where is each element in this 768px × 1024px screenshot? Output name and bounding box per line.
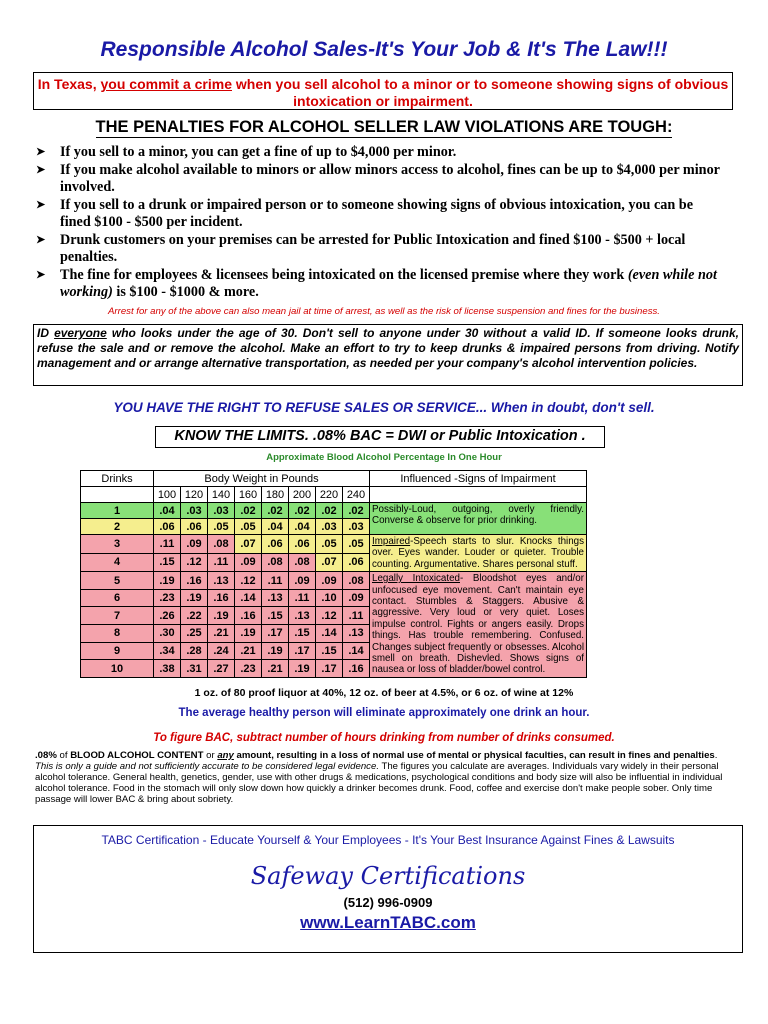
bac-table-title: Approximate Blood Alcohol Percentage In One Hour — [266, 452, 502, 463]
bac-cell: .17 — [289, 642, 316, 660]
phone-number[interactable]: (512) 996-0909 — [343, 895, 433, 910]
bac-cell: .19 — [289, 660, 316, 678]
bac-cell: .02 — [343, 503, 370, 519]
bac-cell: .06 — [181, 519, 208, 535]
drinks-cell: 4 — [81, 553, 154, 572]
penalty-item — [36, 267, 726, 302]
fine-print-part: .08% — [35, 750, 57, 761]
drinks-cell: 9 — [81, 642, 154, 660]
bac-cell: .03 — [316, 519, 343, 535]
weight-cell: 240 — [343, 487, 370, 503]
weight-cell: 120 — [181, 487, 208, 503]
table-row — [81, 572, 587, 590]
bac-cell: .02 — [262, 503, 289, 519]
drinks-cell: 2 — [81, 519, 154, 535]
figure-bac-note: To figure BAC, subtract number of hours drinking from number of drinks consumed. — [153, 732, 615, 744]
drinks-cell: 3 — [81, 535, 154, 554]
bac-cell: .13 — [208, 572, 235, 590]
weights-row-spacer — [81, 487, 154, 503]
bac-cell: .19 — [235, 625, 262, 643]
bac-cell: .21 — [262, 660, 289, 678]
bac-cell: .09 — [316, 572, 343, 590]
bac-cell: .07 — [316, 553, 343, 572]
bac-cell: .02 — [289, 503, 316, 519]
bac-cell: .13 — [289, 607, 316, 625]
bac-cell: .17 — [262, 625, 289, 643]
drinks-header: Drinks — [81, 471, 154, 487]
company-name: Safeway Certifications — [250, 862, 526, 890]
bac-cell: .04 — [262, 519, 289, 535]
know-limits-box: KNOW THE LIMITS. .08% BAC = DWI or Public Intoxication . — [155, 426, 605, 448]
fine-print-part: BLOOD ALCOHOL CONTENT — [70, 750, 204, 761]
bac-cell: .27 — [208, 660, 235, 678]
fine-print-part: This is only a guide and not sufficiently accurate to be considered legal evidence. — [35, 761, 379, 772]
bac-cell: .15 — [316, 642, 343, 660]
bac-cell: .16 — [208, 589, 235, 607]
weight-header: Body Weight in Pounds — [154, 471, 370, 487]
bac-cell: .04 — [289, 519, 316, 535]
weight-cell: 200 — [289, 487, 316, 503]
bac-cell: .09 — [289, 572, 316, 590]
bac-cell: .11 — [289, 589, 316, 607]
bac-cell: .10 — [316, 589, 343, 607]
crime-warning-box — [33, 72, 733, 110]
bac-cell: .08 — [343, 572, 370, 590]
weight-cell: 160 — [235, 487, 262, 503]
bac-cell: .14 — [343, 642, 370, 660]
drink-equivalence: 1 oz. of 80 proof liquor at 40%, 12 oz. of beer at 4.5%, or 6 oz. of wine at 12% — [194, 687, 574, 699]
bac-cell: .06 — [154, 519, 181, 535]
crime-text-underlined: you commit a crime — [100, 76, 232, 92]
bac-cell: .14 — [235, 589, 262, 607]
bac-cell: .21 — [208, 625, 235, 643]
bac-cell: .17 — [316, 660, 343, 678]
fine-print-part: The figures you calculate are averages. Individuals vary widely in their personal alcohol tolerance. General health, genetics, gender, use with other drugs & medications, psychological conditions and body size will also be influential in individual alcohol tolerance. Food in the stomach will only slow down how quickly a drinker becomes drunk. Food, coffee and exercise don't make people sober. Only time passage will lower BAC & bring about sobriety. — [35, 761, 723, 805]
bac-cell: .13 — [343, 625, 370, 643]
bac-cell: .02 — [235, 503, 262, 519]
influence-header: Influenced -Signs of Impairment — [370, 471, 587, 487]
bac-cell: .19 — [208, 607, 235, 625]
bac-cell: .25 — [181, 625, 208, 643]
penalty-text-pre: The fine for employees & licensees being intoxicated on the licensed premise where they work — [60, 266, 628, 283]
arrow-bullet-icon: ➤ — [36, 146, 46, 158]
penalty-text-post: is $100 - $1000 & more. — [112, 284, 259, 300]
elimination-note: The average healthy person will eliminate approximately one drink an hour. — [178, 707, 590, 719]
bac-cell: .24 — [208, 642, 235, 660]
bac-cell: .11 — [343, 607, 370, 625]
arrow-bullet-icon: ➤ — [36, 198, 46, 211]
weight-cell: 100 — [154, 487, 181, 503]
weight-cell: 220 — [316, 487, 343, 503]
legal-label: Legally Intoxicated — [372, 573, 460, 585]
bac-cell: .19 — [181, 589, 208, 607]
certification-box — [33, 825, 743, 953]
bac-cell: .13 — [262, 589, 289, 607]
bac-cell: .03 — [181, 503, 208, 519]
table-row — [81, 535, 587, 554]
bac-cell: .06 — [262, 535, 289, 554]
bac-cell: .06 — [343, 553, 370, 572]
bac-cell: .08 — [289, 553, 316, 572]
bac-cell: .09 — [343, 589, 370, 607]
bac-cell: .04 — [154, 503, 181, 519]
bac-cell: .15 — [154, 553, 181, 572]
fine-print-part: any — [217, 750, 234, 761]
bac-cell: .05 — [343, 535, 370, 554]
bac-cell: .31 — [181, 660, 208, 678]
bac-cell: .11 — [262, 572, 289, 590]
penalty-text: Drunk customers on your premises can be arrested for Public Intoxication and fined $100 - $500 + local penalties. — [60, 231, 686, 265]
fine-print-part: . — [714, 750, 718, 761]
refuse-right-line: YOU HAVE THE RIGHT TO REFUSE SALES OR SERVICE... When in doubt, don't sell. — [113, 400, 655, 415]
penalties-heading-text: THE PENALTIES FOR ALCOHOL SELLER LAW VIOLATIONS ARE TOUGH: — [95, 118, 673, 136]
bac-cell: .19 — [262, 642, 289, 660]
arrow-bullet-icon: ➤ — [36, 233, 46, 246]
table-row — [81, 503, 587, 519]
bac-cell: .11 — [154, 535, 181, 554]
fine-print — [35, 750, 735, 805]
bac-cell: .03 — [343, 519, 370, 535]
bac-cell: .12 — [235, 572, 262, 590]
bac-cell: .06 — [289, 535, 316, 554]
legal-text: - Bloodshot eyes and/or unfocused eye movement. Can't maintain eye contact. Stumbles & Staggers. Abusive & aggressive. Very loud or very quiet. Loses impulse control. Fights or angers easily. Drops things. Has trouble remembering. Confused. Changes subject frequently or obsesses. Alcohol smell on breath. Dishevled. Shows signs of nausea or loss of bladder/bowel control. — [372, 573, 584, 676]
weight-cell: 180 — [262, 487, 289, 503]
drinks-cell: 7 — [81, 607, 154, 625]
bac-cell: .23 — [235, 660, 262, 678]
bac-cell: .12 — [316, 607, 343, 625]
table-header-row — [81, 471, 587, 487]
id-text-post: who looks under the age of 30. Don't sell to anyone under 30 without a valid ID. If someone looks drunk, refuse the sale and or remove the alcohol. Make an effort to try to keep drunks & impaired persons from driving. Notify management and or arrange alternative transportation, as needed per your company's alcohol intervention policies. — [37, 326, 739, 370]
bac-cell: .28 — [181, 642, 208, 660]
page-title: Responsible Alcohol Sales-It's Your Job & It's The Law!!! — [100, 38, 668, 61]
id-text-underlined: everyone — [54, 326, 107, 340]
bac-cell: .07 — [235, 535, 262, 554]
id-text-pre: ID — [37, 326, 55, 340]
drinks-cell: 8 — [81, 625, 154, 643]
weights-row-spacer — [370, 487, 587, 503]
crime-text-pre: In Texas, — [37, 76, 101, 92]
fine-print-part: or — [203, 750, 218, 761]
bac-cell: .03 — [208, 503, 235, 519]
penalties-heading — [0, 118, 768, 137]
penalty-item — [36, 162, 726, 197]
bac-cell: .08 — [208, 535, 235, 554]
certification-line: TABC Certification - Educate Yourself & Your Employees - It's Your Best Insurance Against Fines & Lawsuits — [101, 833, 675, 847]
arrow-bullet-icon: ➤ — [36, 268, 46, 281]
drinks-cell: 6 — [81, 589, 154, 607]
bac-cell: .09 — [181, 535, 208, 554]
weights-row — [81, 487, 587, 503]
bac-cell: .16 — [343, 660, 370, 678]
bac-cell: .05 — [208, 519, 235, 535]
bac-cell: .02 — [316, 503, 343, 519]
bac-table — [80, 470, 587, 678]
bac-cell: .11 — [208, 553, 235, 572]
bac-cell: .22 — [181, 607, 208, 625]
bac-cell: .16 — [181, 572, 208, 590]
impaired-text: -Speech starts to slur. Knocks things over. Eyes wander. Louder or quieter. Trouble counting. Argumentative. Shares personal stuff. — [372, 536, 584, 570]
website-link[interactable]: www.LearnTABC.com — [300, 913, 476, 932]
weight-cell: 140 — [208, 487, 235, 503]
impaired-label: Impaired — [372, 536, 411, 547]
bac-cell: .15 — [262, 607, 289, 625]
bac-cell: .08 — [262, 553, 289, 572]
bac-cell: .34 — [154, 642, 181, 660]
fine-print-part: of — [56, 750, 71, 761]
penalty-item — [36, 232, 726, 267]
bac-cell: .05 — [316, 535, 343, 554]
penalties-list — [36, 144, 726, 302]
bac-cell: .21 — [235, 642, 262, 660]
bac-cell: .26 — [154, 607, 181, 625]
influence-impaired — [370, 535, 587, 572]
arrow-bullet-icon: ➤ — [36, 163, 46, 176]
bac-cell: .09 — [235, 553, 262, 572]
bac-cell: .14 — [316, 625, 343, 643]
penalty-text: If you sell to a minor, you can get a fine of up to $4,000 per minor. — [60, 144, 457, 160]
bac-cell: .05 — [235, 519, 262, 535]
drinks-cell: 1 — [81, 503, 154, 519]
id-instructions-box — [33, 324, 743, 386]
bac-cell: .19 — [154, 572, 181, 590]
drinks-cell: 5 — [81, 572, 154, 590]
influence-legally-intoxicated — [370, 572, 587, 678]
penalty-text: If you make alcohol available to minors or allow minors access to alcohol, fines can be up to $4,000 per minor involved. — [60, 161, 720, 195]
fine-print-part: amount, resulting in a loss of normal use of mental or physical faculties, can result in fines and penalties — [233, 750, 715, 761]
penalty-item — [36, 144, 726, 162]
bac-cell: .30 — [154, 625, 181, 643]
bac-cell: .12 — [181, 553, 208, 572]
drinks-cell: 10 — [81, 660, 154, 678]
bac-cell: .16 — [235, 607, 262, 625]
penalty-text-italic: (even while not working) — [60, 266, 717, 300]
arrest-note: Arrest for any of the above can also mean jail at time of arrest, as well as the risk of license suspension and fines for the business. — [108, 306, 660, 317]
penalty-item — [36, 197, 726, 232]
bac-cell: .15 — [289, 625, 316, 643]
bac-cell: .23 — [154, 589, 181, 607]
crime-text-post: when you sell alcohol to a minor or to someone showing signs of obvious intoxication or impairment. — [232, 76, 729, 109]
penalty-text: If you sell to a drunk or impaired person or to someone showing signs of obvious intoxication, you can be fined $100 - $500 per incident. — [60, 196, 693, 230]
influence-possibly: Possibly-Loud, outgoing, overly friendly. Converse & observe for prior drinking. — [370, 503, 587, 535]
bac-cell: .38 — [154, 660, 181, 678]
